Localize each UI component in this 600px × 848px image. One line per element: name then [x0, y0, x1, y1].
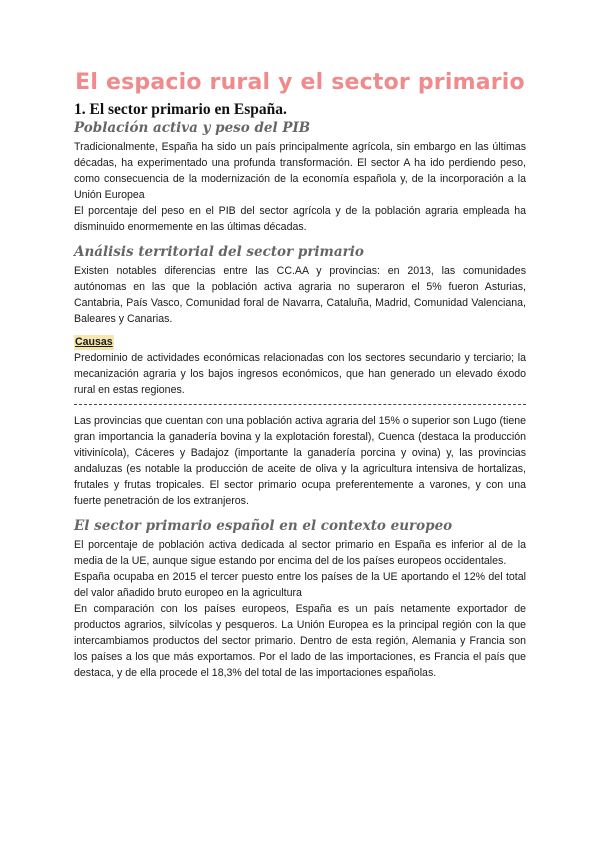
causas-label: Causas [75, 336, 113, 348]
section-heading: 1. El sector primario en España. [74, 101, 287, 118]
subsection-heading-contexto-europeo: El sector primario español en el contexto europeo [74, 518, 453, 534]
subsection-heading-poblacion: Población activa y peso del PIB [74, 120, 311, 136]
paragraph: El porcentaje de población activa dedicada al sector primario en España es inferior al de la media de la UE, aunque sigue estando por encima del de los países europeos occidentales. [74, 539, 526, 567]
paragraph: Predominio de actividades económicas relacionadas con los sectores secundario y terciario; la mecanización agraria y los bajos ingresos económicos, que han generado un elevado éxodo rural en estas regiones. [74, 352, 526, 396]
dashed-divider [74, 404, 526, 405]
paragraph: Tradicionalmente, España ha sido un país principalmente agrícola, sin embargo en las últimas décadas, ha experimentado una profunda transformación. El sector A ha ido perdiendo peso, como consecuencia de la modernización de la economía española y, de la incorporación a la Unión Europea [74, 141, 526, 201]
document-title: El espacio rural y el sector primario [75, 70, 525, 95]
subsection-heading-analisis: Análisis territorial del sector primario [74, 244, 364, 260]
paragraph: En comparación con los países europeos, España es un país netamente exportador de productos agrarios, silvícolas y pesqueros. La Unión Europea es la principal región con la que intercambiamos productos del sector primario. Dentro de esta región, Alemania y Francia son los países a los que más exportamos. Por el lado de las importaciones, es Francia el país que destaca, y de ella procede el 18,3% del total de las importaciones españolas. [74, 603, 526, 679]
paragraph: España ocupaba en 2015 el tercer puesto entre los países de la UE aportando el 12% del total del valor añadido bruto europeo en la agricultura [74, 571, 526, 599]
paragraph: Existen notables diferencias entre las CC.AA y provincias: en 2013, las comunidades autónomas en las que la población activa agraria no superaron el 5% fueron Asturias, Cantabria, País Vasco, Comunidad foral de Navarra, Cataluña, Madrid, Comunidad Valenciana, Baleares y Canarias. [74, 265, 526, 325]
paragraph: El porcentaje del peso en el PIB del sector agrícola y de la población agraria empleada ha disminuido enormemente en las últimas décadas. [74, 205, 526, 233]
paragraph: Las provincias que cuentan con una población activa agraria del 15% o superior son Lugo (tiene gran importancia la ganadería bovina y la explotación forestal), Cuenca (destaca la producción vitivinícola), Cáceres y Badajoz (importante la ganadería porcina y ovina) y, las provincias andaluzas (es notable la producción de aceite de oliva y la agricultura intensiva de hortalizas, frutales y frutas tropicales. El sector primario ocupa preferentemente a varones, y con una fuerte penetración de los extranjeros. [74, 415, 526, 507]
